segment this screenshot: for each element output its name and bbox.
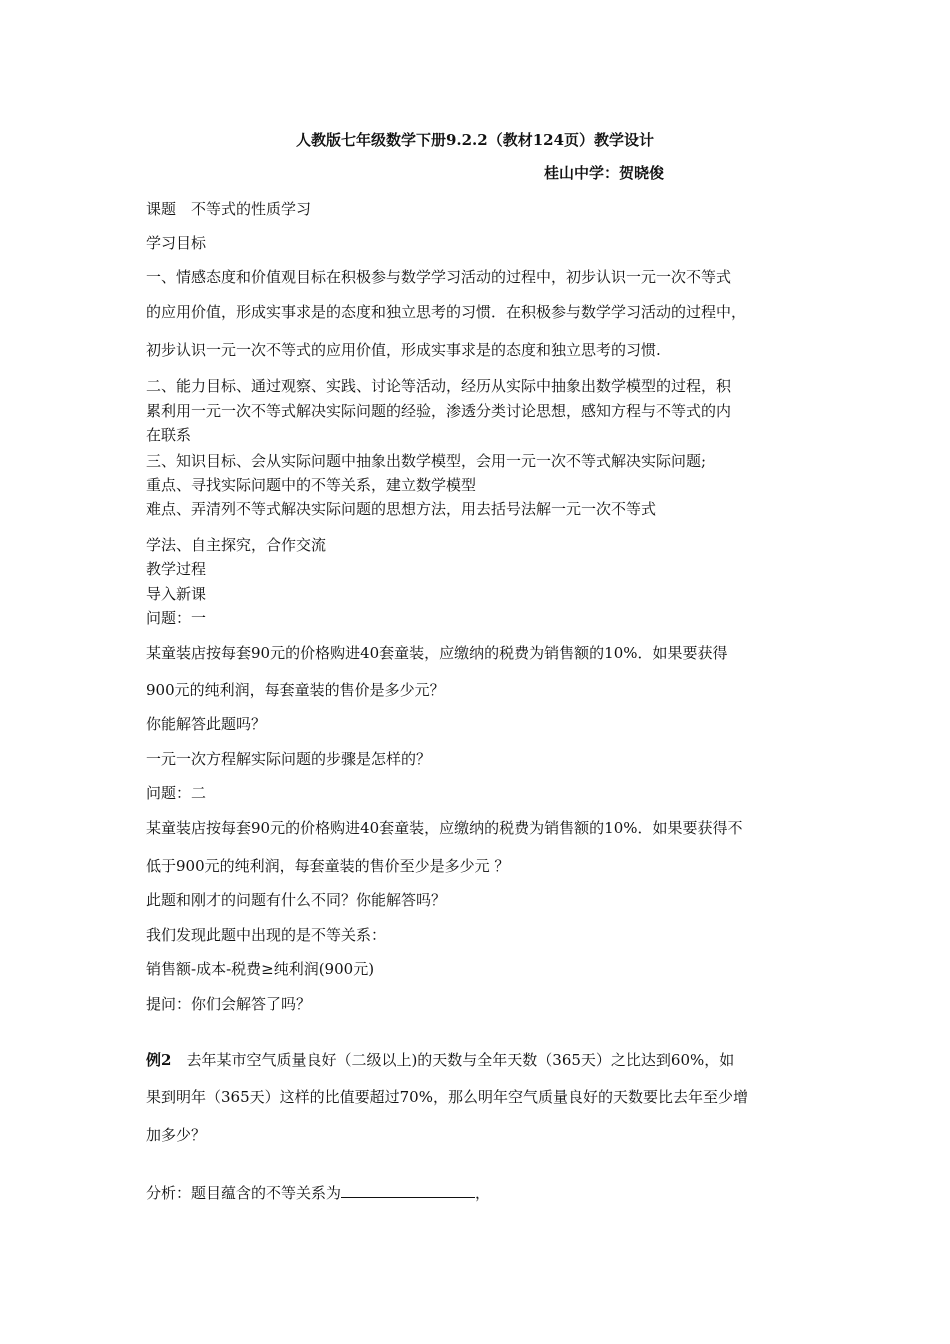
text-line: 你能解答此题吗？ [146,715,267,733]
text-line: 二、能力目标、通过观察、实践、讨论等活动，经历从实际中抽象出数学模型的过程，积 [146,377,732,395]
text-line: 某童装店按每套90元的价格购进40套童装，应缴纳的税费为销售额的10%．如果要获得不 [146,819,743,837]
example-line: 果到明年（365天）这样的比值要超过70%，那么明年空气质量良好的天数要比去年至少增 [146,1088,748,1106]
section-heading: 教学过程 [146,560,207,578]
fill-in-blank [341,1183,475,1198]
section-heading: 导入新课 [146,585,207,603]
text-line: 初步认识一元一次不等式的应用价值，形成实事求是的态度和独立思考的习惯. [146,341,661,359]
text-line: 900元的纯利润，每套童装的售价是多少元？ [146,681,445,699]
text-line: 此题和刚才的问题有什么不同？你能解答吗？ [146,891,447,909]
text-line: 某童装店按每套90元的价格购进40套童装，应缴纳的税费为销售额的10%．如果要获得 [146,644,728,662]
example-label: 例2 [146,1051,172,1069]
text-line: 一、情感态度和价值观目标在积极参与数学学习活动的过程中，初步认识一元一次不等式 [146,268,732,286]
text-line: 的应用价值，形成实事求是的态度和独立思考的习惯．在积极参与数学学习活动的过程中， [146,303,747,321]
analysis-prefix: 分析：题目蕴含的不等关系为 [146,1184,342,1202]
key-point: 重点、寻找实际问题中的不等关系，建立数学模型 [146,476,477,494]
example-line: 加多少？ [146,1126,207,1144]
section-heading: 学习目标 [146,234,207,252]
text-line: 一元一次方程解实际问题的步骤是怎样的？ [146,750,432,768]
question-label: 问题：二 [146,784,207,802]
text-line: 低于900元的纯利润，每套童装的售价至少是多少元 ？ [146,857,510,875]
text-line: 我们发现此题中出现的是不等关系： [146,926,387,944]
example-text: 去年某市空气质量良好（二级以上)的天数与全年天数（365天）之比达到60%，如 [171,1051,735,1069]
text-line: 在联系 [146,426,192,444]
text-line: 三、知识目标、会从实际问题中抽象出数学模型，会用一元一次不等式解决实际问题; [146,452,707,470]
learning-method: 学法、自主探究，合作交流 [146,536,327,554]
document-title: 人教版七年级数学下册9.2.2（教材124页）教学设计 [295,131,655,149]
lesson-topic: 课题 不等式的性质学习 [146,200,312,218]
inequality-relation: 销售额-成本-税费≥纯利润(900元) [146,960,375,978]
document-author: 桂山中学：贺晓俊 [544,164,665,182]
question-label: 问题：一 [146,609,207,627]
example-line [146,1050,734,1070]
analysis-line [146,1183,490,1203]
text-line: 提问：你们会解答了吗？ [146,995,312,1013]
text-line: 累利用一元一次不等式解决实际问题的经验，渗透分类讨论思想，感知方程与不等式的内 [146,402,732,420]
analysis-suffix: ， [475,1184,491,1202]
difficulty: 难点、弄清列不等式解决实际问题的思想方法，用去括号法解一元一次不等式 [146,500,657,518]
